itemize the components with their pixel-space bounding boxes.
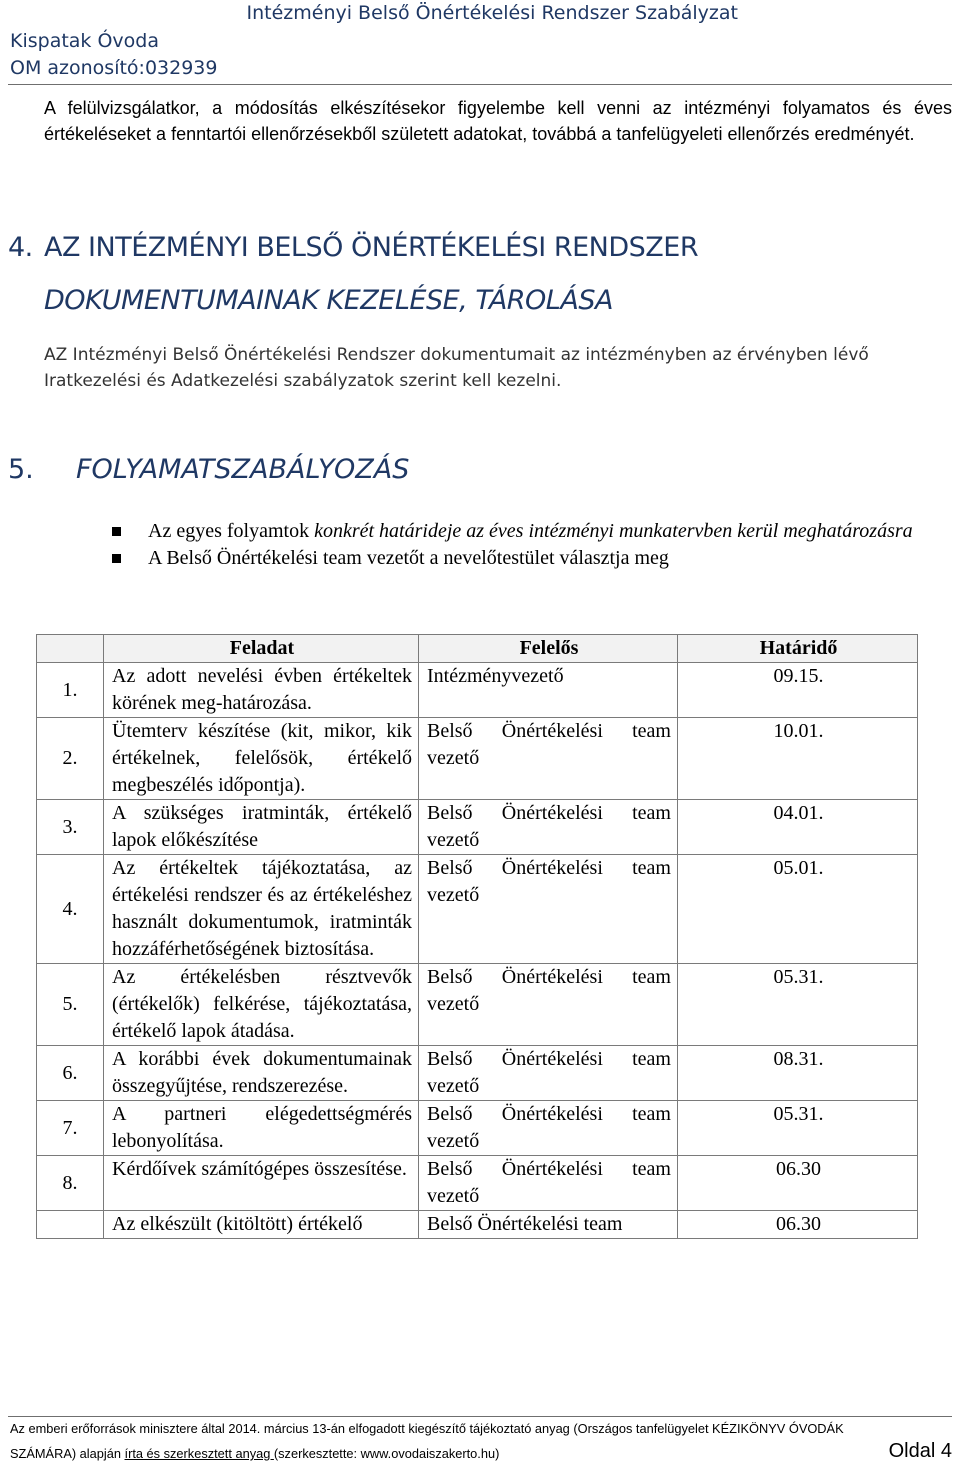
row-number: 3. <box>37 800 104 855</box>
header-deadline: Határidő <box>678 635 918 663</box>
om-identifier: OM azonosító:032939 <box>10 57 218 79</box>
list-item <box>110 518 954 545</box>
section5-title: FOLYAMATSZABÁLYOZÁS <box>76 454 410 485</box>
bullet2-text: A Belső Önértékelési team vezetőt a nevelőtestület választja meg <box>148 547 669 569</box>
task-cell: Az elkészült (kitöltött) értékelő <box>104 1211 419 1239</box>
table-header-row <box>37 635 918 663</box>
task-cell: Ütemterv készítése (kit, mikor, kik értékelnek, felelősök, értékelő megbeszélés időpontja). <box>104 718 419 800</box>
deadline-cell: 06.30 <box>678 1156 918 1211</box>
table-row <box>37 800 918 855</box>
row-number: 8. <box>37 1156 104 1211</box>
footer-line2-prefix: SZÁMÁRA) alapján <box>10 1446 125 1461</box>
deadline-cell: 05.31. <box>678 964 918 1046</box>
footer-line2-suffix: (szerkesztette: www.ovodaiszakerto.hu) <box>273 1446 500 1461</box>
document-title: Intézményi Belső Önértékelési Rendszer Szabályzat <box>246 2 738 24</box>
bullet-square-icon <box>112 527 121 536</box>
intro-paragraph: A felülvizsgálatkor, a módosítás elkészítésekor figyelembe kell venni az intézményi folyamatos és éves értékeléseket a fenntartói ellenőrzésekből született adatokat, továbbá a tanfelügyeleti ellenőrzés eredményét. <box>44 98 952 144</box>
table-row <box>37 663 918 718</box>
task-cell: Kérdőívek számítógépes összesítése. <box>104 1156 419 1211</box>
deadline-cell: 10.01. <box>678 718 918 800</box>
header-number-cell <box>37 635 104 663</box>
list-item <box>110 545 954 572</box>
section4-title-line2: DOKUMENTUMAINAK KEZELÉSE, TÁROLÁSA <box>44 285 613 316</box>
responsible-cell: Intézményvezető <box>419 663 678 718</box>
responsible-cell: Belső Önértékelési team vezető <box>419 1101 678 1156</box>
deadline-cell: 04.01. <box>678 800 918 855</box>
task-cell: Az értékeltek tájékoztatása, az értékelési rendszer és az értékeléshez használt dokumentumok, iratminták hozzáférhetőségének biztosítása. <box>104 855 419 964</box>
section4-title-line1: AZ INTÉZMÉNYI BELSŐ ÖNÉRTÉKELÉSI RENDSZER <box>44 232 699 263</box>
table-row <box>37 1101 918 1156</box>
bullet1-emphasis: konkrét határideje az éves intézményi munkatervben kerül meghatározásra <box>314 520 913 542</box>
row-number: 1. <box>37 663 104 718</box>
section4-body: AZ Intézményi Belső Önértékelési Rendszer dokumentumait az intézményben az érvényben lévő Iratkezelési és Adatkezelési szabályzatok szerint kell kezelni. <box>44 345 869 391</box>
responsible-cell: Belső Önértékelési team vezető <box>419 855 678 964</box>
footer-line1: Az emberi erőforrások minisztere által 2014. március 13-án elfogadott kiegészítő tájékoztató anyag (Országos tanfelügyelet KÉZIKÖNYV ÓVODÁK <box>10 1421 844 1436</box>
table-row <box>37 1211 918 1239</box>
section5-heading <box>8 454 409 485</box>
table-row <box>37 964 918 1046</box>
deadline-cell: 08.31. <box>678 1046 918 1101</box>
bullet-square-icon <box>112 554 121 563</box>
section4-heading <box>8 232 698 263</box>
responsible-cell: Belső Önértékelési team vezető <box>419 718 678 800</box>
deadline-cell: 05.01. <box>678 855 918 964</box>
deadline-cell: 05.31. <box>678 1101 918 1156</box>
header-task: Feladat <box>104 635 419 663</box>
responsible-cell: Belső Önértékelési team vezető <box>419 800 678 855</box>
organization-name: Kispatak Óvoda <box>10 30 160 52</box>
task-schedule-table <box>36 634 918 1239</box>
task-cell: A korábbi évek dokumentumainak összegyűjtése, rendszerezése. <box>104 1046 419 1101</box>
row-number: 5. <box>37 964 104 1046</box>
task-cell: A szükséges iratminták, értékelő lapok előkészítése <box>104 800 419 855</box>
deadline-cell: 06.30 <box>678 1211 918 1239</box>
section4-number: 4. <box>8 232 33 263</box>
responsible-cell: Belső Önértékelési team vezető <box>419 1046 678 1101</box>
table-row <box>37 718 918 800</box>
responsible-cell: Belső Önértékelési team vezető <box>419 1156 678 1211</box>
row-number: 6. <box>37 1046 104 1101</box>
deadline-cell: 09.15. <box>678 663 918 718</box>
header-divider <box>8 84 952 85</box>
row-number: 4. <box>37 855 104 964</box>
table-row <box>37 1156 918 1211</box>
row-number: 2. <box>37 718 104 800</box>
section5-bullet-list <box>110 518 954 572</box>
section5-number: 5. <box>8 454 34 485</box>
bullet1-text: Az egyes folyamtok <box>148 520 315 542</box>
footer-line2 <box>10 1446 499 1461</box>
page-number: Oldal 4 <box>888 1440 952 1462</box>
task-cell: Az adott nevelési évben értékeltek körének meg-határozása. <box>104 663 419 718</box>
row-number <box>37 1211 104 1239</box>
footer-line2-underlined: írta és szerkesztett anyag <box>124 1446 274 1461</box>
header-responsible: Felelős <box>419 635 678 663</box>
row-number: 7. <box>37 1101 104 1156</box>
table-row <box>37 1046 918 1101</box>
responsible-cell: Belső Önértékelési team <box>419 1211 678 1239</box>
footer-divider <box>8 1416 952 1417</box>
responsible-cell: Belső Önértékelési team vezető <box>419 964 678 1046</box>
table-row <box>37 855 918 964</box>
task-cell: Az értékelésben résztvevők (értékelők) felkérése, tájékoztatása, értékelő lapok átadása. <box>104 964 419 1046</box>
task-cell: A partneri elégedettségmérés lebonyolítása. <box>104 1101 419 1156</box>
